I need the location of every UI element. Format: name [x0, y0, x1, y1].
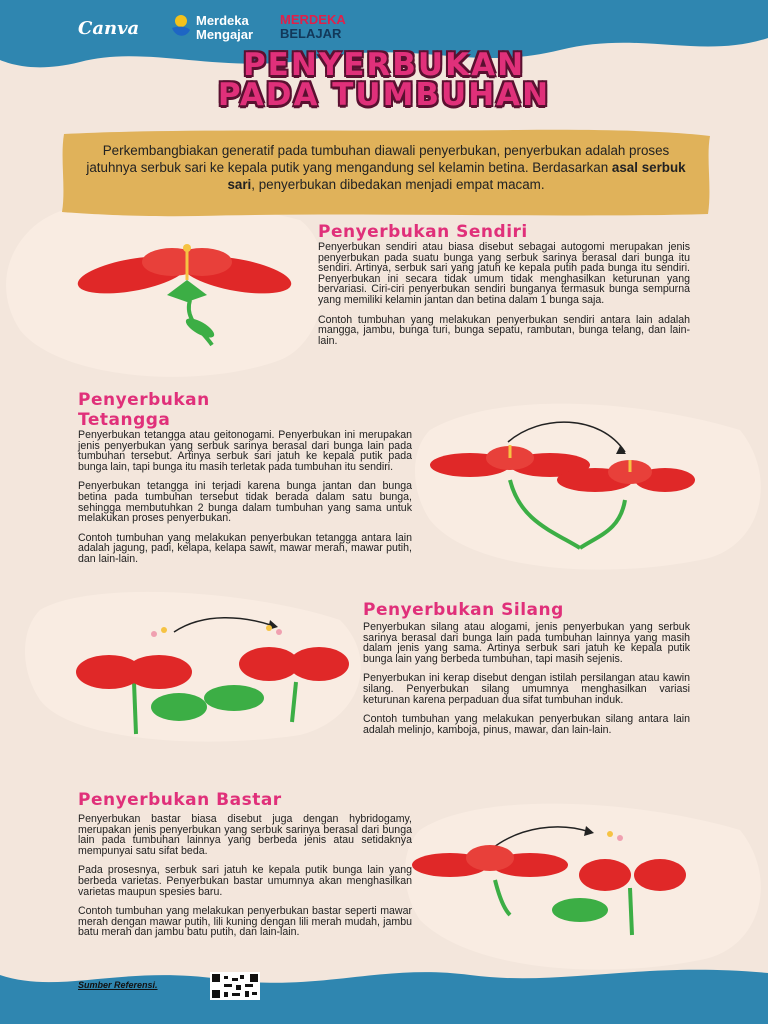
paragraph: Contoh tumbuhan yang melakukan penyerbukan sendiri antara lain adalah mangga, jambu, bunga turi, bunga sepatu, rambutan, bunga telang, dan lain-lain.	[318, 313, 690, 347]
intro-text: Perkembangbiakan generatif pada tumbuhan diawali penyerbukan, penyerbukan adalah proses jatuhnya serbuk sari ke kepala putik yang mengandung sel kelamin betina. Berdasarkan	[86, 143, 670, 175]
flower-illustration-silang	[74, 612, 354, 737]
intro-text: , penyerbukan dibedakan menjadi empat macam.	[251, 177, 545, 192]
heading-penyerbukan-bastar: Penyerbukan Bastar	[78, 790, 282, 810]
paragraph: Contoh tumbuhan yang melakukan penyerbukan tetangga antara lain adalah jagung, padi, kelapa, kelapa sawit, mawar merah, mawar putih, dan lain-lain.	[78, 531, 412, 565]
flower-illustration-tetangga	[430, 420, 700, 550]
title-line: PENYERBUKAN	[242, 47, 526, 83]
heading-penyerbukan-silang: Penyerbukan Silang	[363, 600, 564, 620]
merdeka-mengajar-logo	[196, 14, 253, 42]
paragraph: Penyerbukan tetangga ini terjadi karena bunga jantan dan bunga betina pada tumbuhan tersebut tidak berada dalam satu bunga, sehingga membutuhkan 2 bunga dalam tumbuhan yang sama untuk melakukan proses penyerbukan.	[78, 480, 412, 525]
page-title	[0, 47, 768, 113]
flower-illustration-sendiri	[72, 240, 302, 350]
section-tetangga-text	[78, 430, 412, 574]
logo-line: Mengajar	[196, 27, 254, 42]
paragraph: Contoh tumbuhan yang melakukan penyerbukan silang antara lain adalah melinjo, kamboja, pinus, mawar, dan lain-lain.	[363, 713, 690, 736]
section-silang-text	[363, 622, 690, 744]
flower-illustration-bastar	[410, 820, 700, 940]
intro-paragraph	[78, 142, 694, 193]
canva-logo: Canva	[78, 18, 140, 39]
paragraph: Pada prosesnya, serbuk sari jatuh ke kepala putik bunga lain yang berbeda varietas. Penyerbukan bastar umumnya akan menghasilkan varietas maupun spesies baru.	[78, 864, 412, 898]
heading-line: Tetangga	[78, 410, 171, 430]
intro-bold-text: asal serbuk sari	[227, 160, 686, 192]
section-bastar-text	[78, 814, 412, 947]
heading-penyerbukan-sendiri: Penyerbukan Sendiri	[318, 222, 528, 242]
logo-line: Merdeka	[196, 13, 249, 28]
paragraph: Penyerbukan bastar biasa disebut juga dengan hybridogamy, merupakan jenis penyerbukan yang serbuk sarinya berasal dari bunga lain pada tumbuhan lainnya yang berbeda jenis atau setidaknya mempunyai satu sifat beda.	[78, 813, 412, 857]
heading-line: Penyerbukan	[78, 390, 210, 410]
logo-line: BELAJAR	[280, 26, 342, 41]
reference-label: Sumber Referensi.	[78, 980, 158, 990]
heading-penyerbukan-tetangga	[78, 390, 210, 430]
qr-code-icon[interactable]	[210, 972, 260, 1000]
logo-line: MERDEKA	[280, 12, 346, 27]
paragraph: Penyerbukan tetangga atau geitonogami. Penyerbukan ini merupakan jenis penyerbukan yang serbuk sarinya berasal dari bunga lain pada tumbuhan tersebut. Artinya serbuk sari jatuh ke kepala putik pada bunga lain, tapi bunga itu masih terletak pada tumbuhan itu sendiri.	[78, 429, 412, 473]
paragraph: Penyerbukan ini kerap disebut dengan istilah persilangan atau kawin silang. Penyerbukan silang umumnya menghasilkan variasi keturunan karena perpaduan dua sifat tumbuhan induk.	[363, 672, 690, 706]
section-sendiri-text	[318, 242, 690, 355]
title-line: PADA TUMBUHAN	[217, 77, 551, 113]
paragraph: Contoh tumbuhan yang melakukan penyerbukan bastar seperti mawar merah dengan mawar putih, lili kuning dengan lili merah mudah, jambu batu merah dan jambu batu putih, dan lain-lain.	[78, 905, 412, 939]
paragraph: Penyerbukan silang atau alogami, jenis penyerbukan yang serbuk sarinya berasal dari bunga lain pada tumbuhan lainnya yang masih dalam jenis yang sama. Artinya serbuk sari jatuh ke kepala putik bunga lain yang berbeda tumbuhan, tapi masih sejenis.	[363, 621, 690, 665]
paragraph: Penyerbukan sendiri atau biasa disebut sebagai autogomi merupakan jenis penyerbukan pada suatu bunga yang serbuk sarinya berasal dari bunga itu sendiri. Artinya, serbuk sari yang jatuh ke kepala putih pada bunga itu sendiri. Penyerbukan ini secara tidak umum tidak menghasilkan keturunan yang bervariasi. Ciri-ciri penyerbukan sendiri bunganya termasuk bunga sempurna yang memiliki kelamin jantan dan betina dalam 1 bunga saja.	[318, 241, 690, 306]
merdeka-belajar-logo	[280, 13, 346, 41]
merdeka-mengajar-logo-icon	[170, 14, 192, 40]
